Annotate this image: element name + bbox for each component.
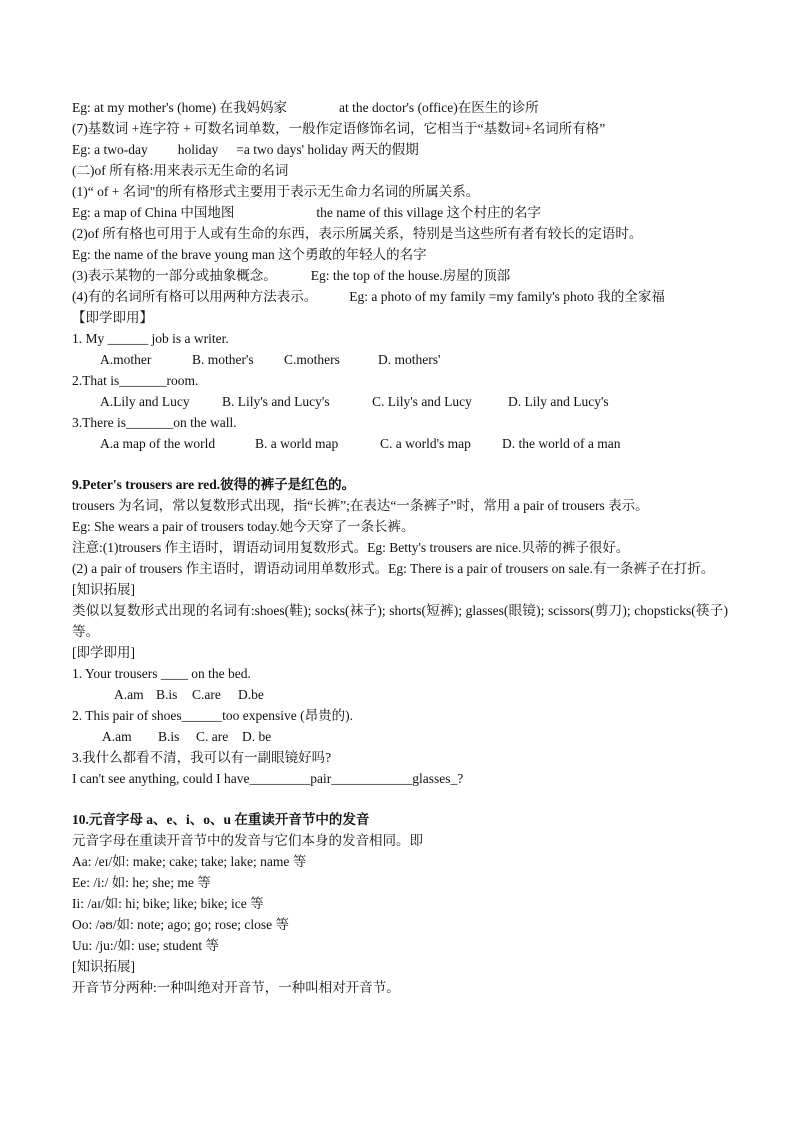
option-d: D. Lily and Lucy's <box>508 394 609 409</box>
question-3: 3.我什么都看不清，我可以有一副眼镜好吗? <box>72 750 332 765</box>
example-line: Eg: the name of the brave young man 这个勇敢的年轻人的名字 <box>72 247 427 262</box>
practice-heading: [即学即用] <box>72 645 135 660</box>
note-2: (2) a pair of trousers 作主语时，谓语动词用单数形式。Eg: There is a pair of trousers on sale.有一条裤子在打折。 <box>72 561 715 576</box>
rule-1: (1)“ of + 名词"的所有格形式主要用于表示无生命力名词的所属关系。 <box>72 184 480 199</box>
option-a: A.am <box>102 729 132 744</box>
question-1-options <box>72 349 728 370</box>
section-9-heading: 9.Peter's trousers are red.彼得的裤子是红色的。 <box>72 477 356 492</box>
option-a: A.a map of the world <box>100 436 216 451</box>
option-c: C.mothers <box>284 352 340 367</box>
option-a: A.Lily and Lucy <box>100 394 190 409</box>
vowel-a-line: Aa: /eɪ/如: make; cake; take; lake; name 等 <box>72 854 307 869</box>
note-1: 注意:(1)trousers 作主语时，谓语动词用复数形式。Eg: Betty's trousers are nice.贝蒂的裤子很好。 <box>72 540 630 555</box>
question-3-sentence: I can't see anything, could I have_________pair____________glasses_? <box>72 771 464 786</box>
rule-2: (2)of 所有格也可用于人或有生命的东西，表示所属关系，特别是当这些所有者有较长的定语时。 <box>72 226 643 241</box>
question-1-options <box>72 684 728 705</box>
question-2-options <box>72 391 728 412</box>
question-2: 2. This pair of shoes______too expensive (昂贵的). <box>72 708 353 723</box>
option-b: B. mother's <box>192 352 254 367</box>
option-c: C.are <box>192 687 221 702</box>
example-line: Eg: at my mother's (home) 在我妈妈家 at the doctor's (office)在医生的诊所 <box>72 100 539 115</box>
vowel-i-line: Ii: /aɪ/如: hi; bike; like; bike; ice 等 <box>72 896 264 911</box>
question-2: 2.That is_______room. <box>72 373 199 388</box>
option-c: C. are <box>196 729 229 744</box>
option-c: C. Lily's and Lucy <box>372 394 472 409</box>
section-10-heading: 10.元音字母 a、e、i、o、u 在重读开音节中的发音 <box>72 812 370 827</box>
vowel-e-line: Ee: /i:/ 如: he; she; me 等 <box>72 875 211 890</box>
question-3-options <box>72 433 728 454</box>
question-2-options <box>72 726 728 747</box>
option-b: B. Lily's and Lucy's <box>222 394 330 409</box>
example-line: Eg: a two-day holiday =a two days' holiday 两天的假期 <box>72 142 419 157</box>
option-c: C. a world's map <box>380 436 471 451</box>
paragraph: 元音字母在重读开音节中的发音与它们本身的发音相同。即 <box>72 833 423 848</box>
knowledge-extension-heading: [知识拓展] <box>72 959 135 974</box>
option-a: A.mother <box>100 352 152 367</box>
question-3: 3.There is_______on the wall. <box>72 415 237 430</box>
example-line: Eg: a map of China 中国地图 the name of this village 这个村庄的名字 <box>72 205 541 220</box>
vowel-u-line: Uu: /ju:/如: use; student 等 <box>72 938 219 953</box>
option-d: D. mothers' <box>378 352 441 367</box>
paragraph: trousers 为名词，常以复数形式出现，指“长裤”;在表达“一条裤子”时，常用 a pair of trousers 表示。 <box>72 498 649 513</box>
option-a: A.am <box>114 687 144 702</box>
subheading-of-possessive: (二)of 所有格:用来表示无生命的名词 <box>72 163 289 178</box>
paragraph: 开音节分两种:一种叫绝对开音节，一种叫相对开音节。 <box>72 980 400 995</box>
option-b: B.is <box>156 687 178 702</box>
question-1: 1. Your trousers ____ on the bed. <box>72 666 251 681</box>
paragraph: 类似以复数形式出现的名词有:shoes(鞋); socks(袜子); shorts(短裤); glasses(眼镜); scissors(剪刀); chopsticks(筷子)等。 <box>72 603 728 639</box>
vowel-o-line: Oo: /əʊ/如: note; ago; go; rose; close 等 <box>72 917 289 932</box>
document-page <box>72 97 728 998</box>
option-d: D. the world of a man <box>502 436 621 451</box>
example-line: Eg: She wears a pair of trousers today.她今天穿了一条长裤。 <box>72 519 415 534</box>
question-1: 1. My ______ job is a writer. <box>72 331 229 346</box>
rule-3: (3)表示某物的一部分或抽象概念。 Eg: the top of the house.房屋的顶部 <box>72 268 511 283</box>
knowledge-extension-heading: [知识拓展] <box>72 582 135 597</box>
option-b: B. a world map <box>255 436 339 451</box>
option-d: D.be <box>238 687 264 702</box>
rule-4: (4)有的名词所有格可以用两种方法表示。 Eg: a photo of my family =my family's photo 我的全家福 <box>72 289 665 304</box>
option-b: B.is <box>158 729 180 744</box>
practice-heading: 【即学即用】 <box>72 310 153 325</box>
rule-7: (7)基数词 +连字符 + 可数名词单数，一般作定语修饰名词，它相当于“基数词+名词所有格” <box>72 121 606 136</box>
option-d: D. be <box>242 729 272 744</box>
